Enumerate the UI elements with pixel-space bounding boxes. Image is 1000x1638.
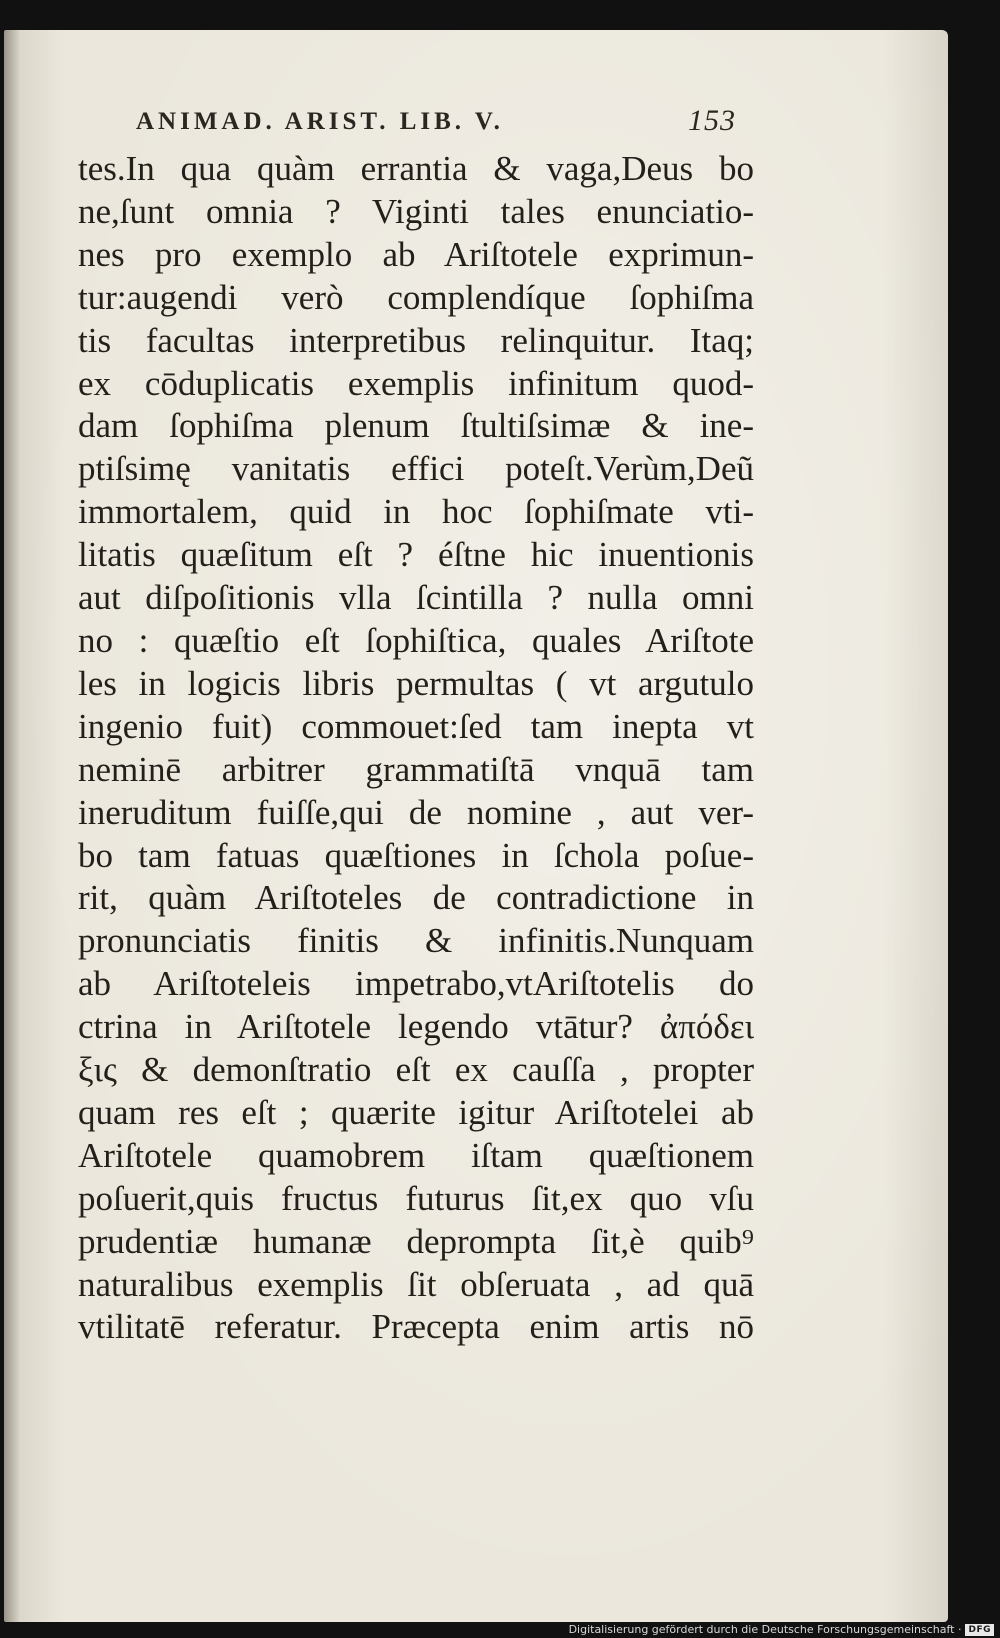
text-line: no : quæſtio eſt ſophiſtica, quales Ariſtote: [78, 620, 754, 660]
text-line: immortalem, quid in hoc ſophiſmate vti-: [78, 492, 754, 532]
footer-credit: [569, 1622, 994, 1638]
text-line: vtilitatē referatur. Præcepta enim artis nō: [78, 1307, 754, 1347]
text-line: ctrina in Ariſtotele legendo vtātur? ἀπόδει: [78, 1007, 754, 1047]
text-line: litatis quæſitum eſt ? éſtne hic inuentionis: [78, 535, 754, 575]
gutter-shadow: [4, 30, 20, 1622]
footer-credit-text: Digitalisierung gefördert durch die Deutsche Forschungsgemeinschaft ·: [568, 1623, 962, 1636]
text-line: poſuerit,quis fructus futurus ſit,ex quo vſu: [78, 1178, 754, 1218]
text-line: ne,ſunt omnia ? Viginti tales enunciatio-: [78, 191, 754, 231]
text-line: quam res eſt ; quærite igitur Ariſtotelei ab: [78, 1092, 754, 1132]
text-line: nes pro exemplo ab Ariſtotele exprimun-: [78, 234, 754, 274]
text-line: rit, quàm Ariſtoteles de contradictione in: [78, 878, 754, 918]
text-line: ineruditum fuiſſe,qui de nomine , aut ver-: [78, 792, 754, 832]
text-line: tes.In qua quàm errantia & vaga,Deus bo: [78, 149, 754, 188]
text-line: ingenio fuit) commouet:ſed tam inepta vt: [78, 706, 754, 746]
text-line: bo tam fatuas quæſtiones in ſchola poſue-: [78, 835, 754, 875]
text-line: pronunciatis finitis & infinitis.Nunquam: [78, 921, 754, 961]
running-title: ANIMAD. ARIST. LIB. V.: [136, 108, 504, 135]
text-line: ptiſsimę vanitatis effici poteſt.Verùm,Deũ: [78, 449, 754, 489]
text-line: tur:augendi verò complendíque ſophiſma: [78, 277, 754, 317]
text-line: aut diſpoſitionis vlla ſcintilla ? nulla omni: [78, 578, 754, 618]
text-line: dam ſophiſma plenum ſtultiſsimæ & ine-: [78, 406, 754, 446]
text-line: naturalibus exemplis ſit obſeruata , ad quā: [78, 1264, 754, 1304]
text-line: tis facultas interpretibus relinquitur. Itaq;: [78, 320, 754, 360]
text-line: Ariſtotele quamobrem iſtam quæſtionem: [78, 1135, 754, 1175]
dfg-logo: DFG: [965, 1624, 994, 1636]
text-line: neminē arbitrer grammatiſtā vnquā tam: [78, 749, 754, 789]
text-line: prudentiæ humanæ deprompta ſit,è quib⁹: [78, 1221, 754, 1261]
body-text: [78, 148, 754, 1349]
page-number: 153: [688, 104, 736, 137]
text-line: ab Ariſtoteleis impetrabo,vtAriſtotelis do: [78, 964, 754, 1004]
text-line: les in logicis libris permultas ( vt argutulo: [78, 663, 754, 703]
text-line: ex cōduplicatis exemplis infinitum quod-: [78, 363, 754, 403]
running-head: [136, 104, 736, 140]
text-line: ξις & demonſtratio eſt ex cauſſa , propter: [78, 1050, 754, 1090]
